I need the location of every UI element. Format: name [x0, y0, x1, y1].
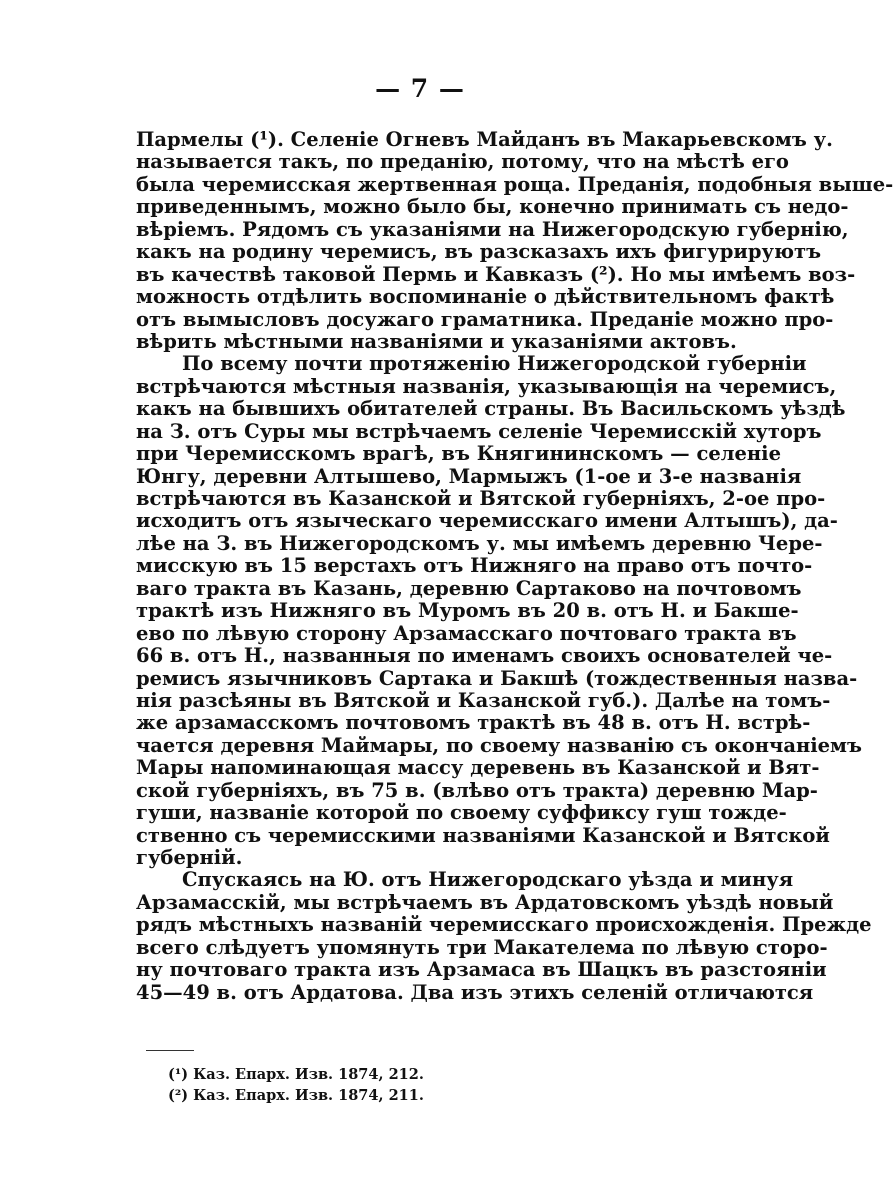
body-text: [136, 128, 893, 1004]
footnote-2: (²) Каз. Епарх. Изв. 1874, 211.: [168, 1087, 424, 1104]
footnotes: [168, 1064, 668, 1106]
text-line: называется такъ, по преданію, потому, что на мѣстѣ его: [136, 150, 789, 174]
text-line: гуши, названіе которой по своему суффиксу гуш тожде-: [136, 801, 787, 825]
text-line: Пармелы (¹). Селеніе Огневъ Майданъ въ Макарьевскомъ у.: [136, 128, 833, 151]
text-line: Юнгу, деревни Алтышево, Мармыжъ (1-ое и 3-е названія: [136, 464, 802, 488]
text-line: чается деревня Маймары, по своему названію съ окончаніемъ: [136, 733, 862, 757]
text-line: встрѣчаются мѣстныя названія, указывающія на черемисъ,: [136, 374, 837, 398]
text-line: лѣе на З. въ Нижегородскомъ у. мы имѣемъ деревню Чере-: [136, 531, 823, 555]
footnote-1: (¹) Каз. Епарх. Изв. 1874, 212.: [168, 1066, 424, 1083]
text-line: губерній.: [136, 846, 243, 869]
text-line: исходитъ отъ языческаго черемисскаго имени Алтышъ), да-: [136, 509, 838, 533]
text-line: отъ вымысловъ досужаго граматника. Преданіе можно про-: [136, 307, 834, 331]
text-line: нія разсѣяны въ Вятской и Казанской губ.). Далѣе на томъ-: [136, 688, 831, 712]
text-line: ремисъ язычниковъ Сартака и Бакшѣ (тождественныя назва-: [136, 666, 858, 690]
text-line: 45—49 в. отъ Ардатова. Два изъ этихъ селеній отличаются: [136, 980, 814, 1004]
text-line: ну почтоваго тракта изъ Арзамаса въ Шацкъ въ разстояніи: [136, 958, 827, 982]
text-line: какъ на родину черемисъ, въ разсказахъ ихъ фигурируютъ: [136, 240, 822, 264]
text-line: рядъ мѣстныхъ названій черемисскаго происхожденія. Прежде: [136, 913, 872, 937]
text-line: какъ на бывшихъ обитателей страны. Въ Васильскомъ уѣздѣ: [136, 397, 846, 421]
text-line: Спускаясь на Ю. отъ Нижегородскаго уѣзда и минуя: [182, 868, 794, 892]
text-line: можность отдѣлить воспоминаніе о дѣйствительномъ фактѣ: [136, 285, 835, 309]
text-line: ваго тракта въ Казань, деревню Сартаково на почтовомъ: [136, 576, 802, 600]
text-line: ственно съ черемисскими названіями Казанской и Вятской: [136, 823, 830, 847]
text-line: По всему почти протяженію Нижегородской губерніи: [182, 352, 807, 376]
text-line: Арзамасскій, мы встрѣчаемъ въ Ардатовскомъ уѣздѣ новый: [136, 890, 834, 914]
text-line: была черемисская жертвенная роща. Преданія, подобныя выше-: [136, 172, 893, 196]
footnote-separator: [146, 1050, 194, 1051]
text-line: Мары напоминающая массу деревень въ Казанской и Вят-: [136, 756, 820, 780]
text-line: на З. отъ Суры мы встрѣчаемъ селеніе Черемисскій хуторъ: [136, 419, 822, 443]
text-line: въ качествѣ таковой Пермь и Кавказъ (²). Но мы имѣемъ воз-: [136, 262, 856, 286]
text-line: всего слѣдуетъ упомянуть три Макателема по лѣвую сторо-: [136, 935, 828, 959]
text-line: мисскую въ 15 верстахъ отъ Нижняго на право отъ почто-: [136, 554, 813, 578]
text-line: ской губерніяхъ, въ 75 в. (влѣво отъ тракта) деревню Мар-: [136, 778, 818, 802]
text-line: ево по лѣвую сторону Арзамасскаго почтоваго тракта въ: [136, 621, 797, 645]
page-number: — 7 —: [375, 74, 465, 103]
text-line: при Черемисскомъ врагѣ, въ Княгининскомъ — селеніе: [136, 442, 781, 466]
text-line: же арзамасскомъ почтовомъ трактѣ въ 48 в. отъ Н. встрѣ-: [136, 711, 811, 735]
text-line: вѣрить мѣстными названіями и указаніями актовъ.: [136, 329, 737, 353]
text-line: вѣріемъ. Рядомъ съ указаніями на Нижегородскую губернію,: [136, 217, 849, 241]
text-line: 66 в. отъ Н., названныя по именамъ своихъ основателей че-: [136, 644, 833, 668]
text-line: встрѣчаются въ Казанской и Вятской губерніяхъ, 2-ое про-: [136, 487, 826, 510]
text-line: приведеннымъ, можно было бы, конечно принимать съ недо-: [136, 195, 849, 219]
text-line: трактѣ изъ Нижняго въ Муромъ въ 20 в. отъ Н. и Бакше-: [136, 599, 799, 623]
